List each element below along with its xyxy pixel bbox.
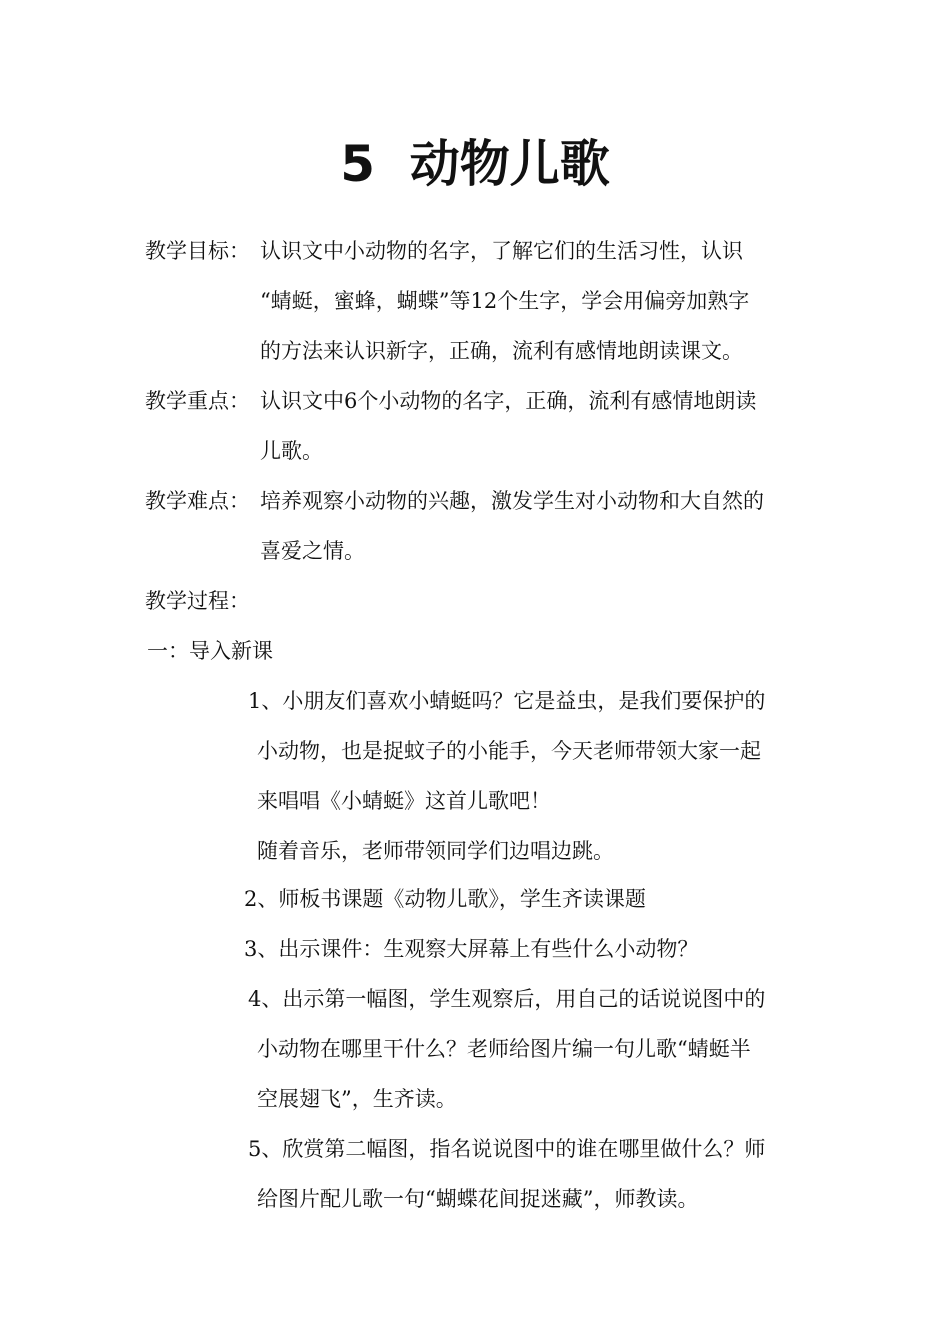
step-line: 5、欣赏第二幅图，指名说说图中的谁在哪里做什么？师 [248, 1137, 766, 1161]
step-line: 空展翅飞”，生齐读。 [257, 1087, 457, 1111]
step-line: 随着音乐，老师带领同学们边唱边跳。 [257, 839, 614, 863]
step-line: 小动物在哪里干什么？老师给图片编一句儿歌“蜻蜓半 [257, 1037, 751, 1061]
step-line: 1、小朋友们喜欢小蜻蜓吗？它是益虫，是我们要保护的 [248, 689, 766, 713]
objectives-line: 的方法来认识新字，正确，流利有感情地朗读课文。 [260, 339, 743, 363]
key-points-label: 教学重点： [145, 389, 250, 413]
process-heading: 教学过程： [145, 589, 250, 613]
difficulties-line: 培养观察小动物的兴趣，激发学生对小动物和大自然的 [260, 489, 764, 513]
step-line: 4、出示第一幅图，学生观察后，用自己的话说说图中的 [248, 987, 766, 1011]
objectives-line: 认识文中小动物的名字，了解它们的生活习性，认识 [260, 239, 743, 263]
step-line: 小动物，也是捉蚊子的小能手，今天老师带领大家一起 [257, 739, 761, 763]
difficulties-label: 教学难点： [145, 489, 250, 513]
key-points-line: 认识文中6个小动物的名字，正确，流利有感情地朗读 [260, 389, 757, 413]
step-line: 来唱唱《小蜻蜓》这首儿歌吧！ [257, 789, 551, 813]
part-one-heading: 一：导入新课 [147, 639, 273, 663]
page-title: 5 动物儿歌 [340, 135, 610, 193]
difficulties-line: 喜爱之情。 [260, 539, 365, 563]
step-line: 给图片配儿歌一句“蝴蝶花间捉迷藏”，师教读。 [257, 1187, 699, 1211]
step-line: 3、出示课件：生观察大屏幕上有些什么小动物？ [244, 937, 699, 961]
objectives-line: “蜻蜓，蜜蜂，蝴蝶”等12个生字，学会用偏旁加熟字 [260, 289, 750, 313]
step-line: 2、师板书课题《动物儿歌》，学生齐读课题 [244, 887, 646, 911]
objectives-label: 教学目标： [145, 239, 250, 263]
key-points-line: 儿歌。 [260, 439, 323, 463]
